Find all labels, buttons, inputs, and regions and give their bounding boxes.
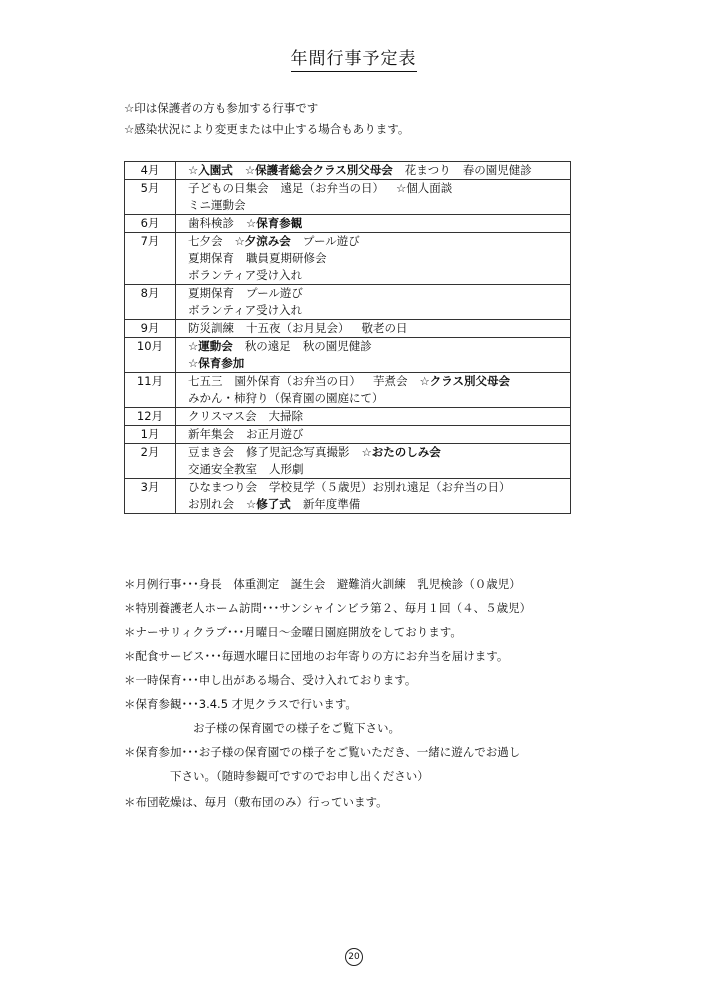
events-cell: [176, 338, 571, 373]
event-line: [188, 496, 570, 513]
event-line: [188, 338, 570, 355]
event-item: 七五三: [188, 374, 223, 388]
event-item: 豆まき会: [188, 445, 234, 459]
event-item: 遠足（お弁当の日）: [280, 181, 384, 195]
event-item: 春の園児健診: [462, 163, 532, 177]
event-item: ひなまつり会: [188, 480, 257, 494]
event-item: 七夕会: [188, 234, 223, 248]
event-item: 職員夏期研修会: [246, 251, 327, 265]
footnote-line: ＊保育参観･･･3.4.5 才児クラスで行います。: [124, 697, 357, 711]
footnote-line: ＊特別養護老人ホーム訪問･･･サンシャインビラ第２、毎月１回（４、５歳児）: [124, 601, 532, 615]
event-item: ボランティア受け入れ: [188, 303, 303, 317]
footnote-line: ＊保育参加･･･お子様の保育園での様子をご覧いただき、一緒に遊んでお過し: [124, 745, 521, 759]
month-cell: 4月: [125, 162, 176, 180]
schedule-row: [125, 373, 571, 408]
schedule-row: [125, 320, 571, 338]
footnote-line: ＊月例行事･･･身長 体重測定 誕生会 避難消火訓練 乳児検診（０歳児）: [124, 577, 521, 591]
footnote-line: ＊布団乾燥は、毎月（敷布団のみ）行っています。: [124, 795, 388, 809]
note-line: ☆感染状況により変更または中止する場合もあります。: [124, 122, 410, 136]
event-item: ミニ運動会: [188, 198, 246, 212]
event-item: 新年度準備: [302, 497, 361, 511]
month-cell: 10月: [125, 338, 176, 373]
event-item: 秋の遠足: [244, 339, 291, 353]
event-item: ☆保育参加: [188, 356, 245, 370]
footnote-line: 下さい。（随時参観可ですのでお申し出ください）: [124, 769, 429, 783]
event-item: 子どもの日集会: [188, 181, 269, 195]
event-item: ☆クラス別父母会: [419, 374, 510, 388]
event-item: お別れ会: [188, 497, 234, 511]
month-cell: 6月: [125, 215, 176, 233]
event-line: [188, 215, 570, 232]
schedule-row: [125, 162, 571, 180]
event-item: ☆入園式: [188, 163, 233, 177]
events-cell: [176, 233, 571, 285]
event-item: ☆保育参観: [246, 216, 303, 230]
event-item: 防災訓練: [188, 321, 234, 335]
event-item: 夏期保育: [188, 286, 234, 300]
schedule-row: [125, 444, 571, 479]
event-item: 交通安全教室: [188, 462, 257, 476]
event-line: [188, 373, 570, 390]
footnote-line: ＊ナーサリィクラブ･･･月曜日～金曜日園庭開放をしております。: [124, 625, 462, 639]
event-item: プール遊び: [302, 234, 360, 248]
event-item: ☆保護者総会クラス別父母会: [244, 163, 393, 177]
footnote-line: ＊一時保育･･･申し出がある場合、受け入れております。: [124, 673, 417, 687]
event-item: クリスマス会: [188, 409, 257, 423]
schedule-row: [125, 426, 571, 444]
event-item: みかん・柿狩り（保育園の園庭にて）: [188, 391, 384, 405]
events-cell: [176, 162, 571, 180]
event-line: [188, 461, 570, 478]
event-line: [188, 320, 570, 337]
event-line: [188, 426, 570, 443]
month-cell: 3月: [125, 479, 176, 514]
event-line: [188, 233, 570, 250]
events-cell: [176, 479, 571, 514]
event-item: 夏期保育: [188, 251, 234, 265]
schedule-row: [125, 215, 571, 233]
events-cell: [176, 180, 571, 215]
event-item: ☆運動会: [188, 339, 233, 353]
events-cell: [176, 408, 571, 426]
schedule-row: [125, 180, 571, 215]
event-line: [188, 479, 570, 496]
schedule-table: [124, 161, 571, 514]
event-item: 新年集会: [188, 427, 234, 441]
event-line: [188, 180, 570, 197]
event-item: 人形劇: [269, 462, 304, 476]
month-cell: 2月: [125, 444, 176, 479]
event-line: [188, 355, 570, 372]
month-cell: 1月: [125, 426, 176, 444]
events-cell: [176, 426, 571, 444]
schedule-row: [125, 479, 571, 514]
events-cell: [176, 320, 571, 338]
event-item: プール遊び: [246, 286, 303, 300]
footnote-line: ＊配食サービス･･･毎週水曜日に団地のお年寄りの方にお弁当を届けます。: [124, 649, 509, 663]
event-item: ☆夕涼み会: [234, 234, 291, 248]
event-item: 花まつり: [404, 163, 451, 177]
month-cell: 7月: [125, 233, 176, 285]
event-line: [188, 267, 570, 284]
events-cell: [176, 373, 571, 408]
month-cell: 5月: [125, 180, 176, 215]
event-line: [188, 302, 570, 319]
schedule-row: [125, 408, 571, 426]
page-number: 20: [345, 948, 363, 966]
schedule-row: [125, 233, 571, 285]
event-line: [188, 390, 570, 407]
event-item: 修了児記念写真撮影: [246, 445, 350, 459]
schedule-row: [125, 338, 571, 373]
event-item: 十五夜（お月見会）: [246, 321, 350, 335]
note-line: ☆印は保護者の方も参加する行事です: [124, 101, 319, 115]
event-line: [188, 250, 570, 267]
event-line: [188, 408, 570, 425]
event-line: [188, 444, 570, 461]
event-item: 大掃除: [268, 409, 304, 423]
event-item: 歯科検診: [188, 216, 234, 230]
month-cell: 11月: [125, 373, 176, 408]
event-item: 芋煮会: [373, 374, 408, 388]
event-item: ☆個人面談: [396, 181, 453, 195]
month-cell: 8月: [125, 285, 176, 320]
month-cell: 12月: [125, 408, 176, 426]
event-item: ☆修了式: [246, 497, 291, 511]
event-item: 敬老の日: [361, 321, 408, 335]
event-item: ボランティア受け入れ: [188, 268, 303, 282]
month-cell: 9月: [125, 320, 176, 338]
event-line: [188, 197, 570, 214]
events-cell: [176, 215, 571, 233]
footnote-line: お子様の保育園での様子をご覧下さい。: [124, 721, 400, 735]
schedule-row: [125, 285, 571, 320]
event-line: [188, 162, 570, 179]
page-title: 年間行事予定表: [0, 44, 707, 69]
event-item: 秋の園児健診: [302, 339, 372, 353]
event-item: お正月遊び: [246, 427, 304, 441]
event-item: ☆おたのしみ会: [361, 445, 441, 459]
event-item: 園外保育（お弁当の日）: [234, 374, 361, 388]
event-item: 学校見学（５歳児）お別れ遠足（お弁当の日）: [269, 480, 511, 494]
events-cell: [176, 285, 571, 320]
event-line: [188, 285, 570, 302]
events-cell: [176, 444, 571, 479]
